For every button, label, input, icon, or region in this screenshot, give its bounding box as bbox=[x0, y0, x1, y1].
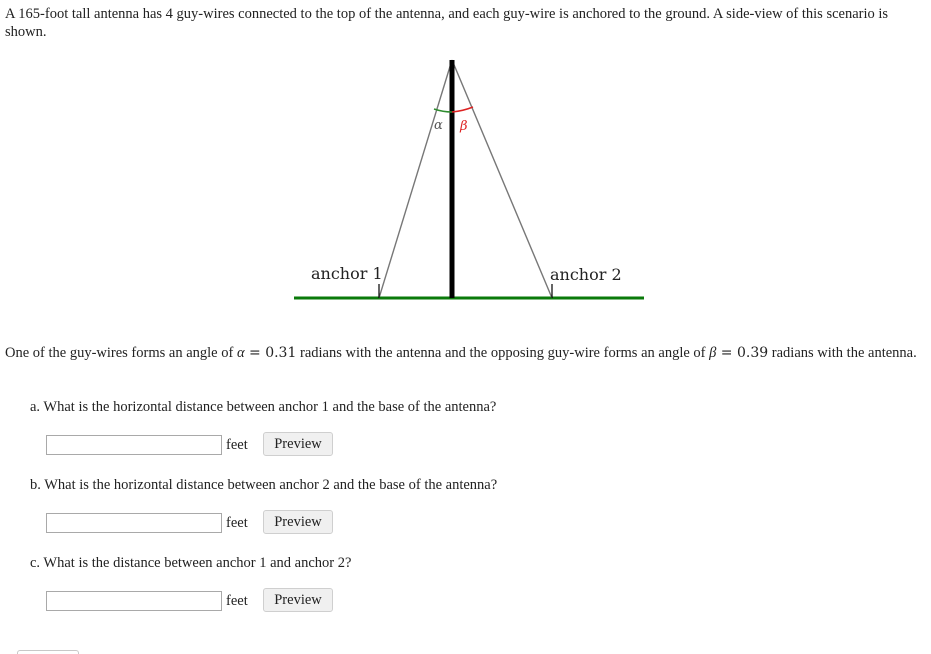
prompt-text-1: One of the guy-wires forms an angle of bbox=[5, 345, 237, 361]
anchor1-label: anchor 1 bbox=[311, 264, 383, 283]
unit-label-b: feet bbox=[226, 515, 248, 531]
answer-input-a[interactable] bbox=[46, 435, 222, 455]
preview-button-a[interactable]: Preview bbox=[263, 432, 333, 456]
unit-label-a: feet bbox=[226, 437, 248, 453]
problem-intro: A 165-foot tall antenna has 4 guy-wires connected to the top of the antenna, and each guy-wire is anchored to the ground. A side-view of this scenario is shown. bbox=[5, 6, 889, 40]
equals-sign-2: = bbox=[716, 345, 737, 361]
next-button-partial[interactable] bbox=[17, 650, 79, 654]
guy-wire-right bbox=[452, 60, 552, 298]
alpha-value: 0.31 bbox=[265, 345, 297, 361]
question-b: b. What is the horizontal distance between anchor 2 and the base of the antenna? bbox=[30, 477, 498, 493]
beta-label: β bbox=[460, 119, 468, 134]
alpha-symbol: α bbox=[236, 345, 245, 361]
antenna-diagram bbox=[280, 50, 650, 310]
angle-statement bbox=[5, 344, 927, 362]
guy-wire-left bbox=[379, 60, 452, 298]
equals-sign-1: = bbox=[244, 345, 266, 361]
prompt-text-2: radians with the antenna and the opposing guy-wire forms an angle of bbox=[296, 345, 710, 361]
anchor2-label: anchor 2 bbox=[550, 265, 622, 284]
answer-input-c[interactable] bbox=[46, 591, 222, 611]
beta-arc bbox=[452, 107, 473, 112]
answer-input-b[interactable] bbox=[46, 513, 222, 533]
unit-label-c: feet bbox=[226, 593, 248, 609]
question-a: a. What is the horizontal distance between anchor 1 and the base of the antenna? bbox=[30, 399, 497, 415]
beta-symbol: β bbox=[709, 345, 717, 361]
preview-button-c[interactable]: Preview bbox=[263, 588, 333, 612]
beta-value: 0.39 bbox=[736, 345, 769, 361]
preview-button-b[interactable]: Preview bbox=[263, 510, 333, 534]
alpha-label: α bbox=[434, 118, 443, 133]
prompt-text-3: radians with the antenna. bbox=[768, 345, 917, 361]
question-c: c. What is the distance between anchor 1 and anchor 2? bbox=[30, 555, 352, 571]
